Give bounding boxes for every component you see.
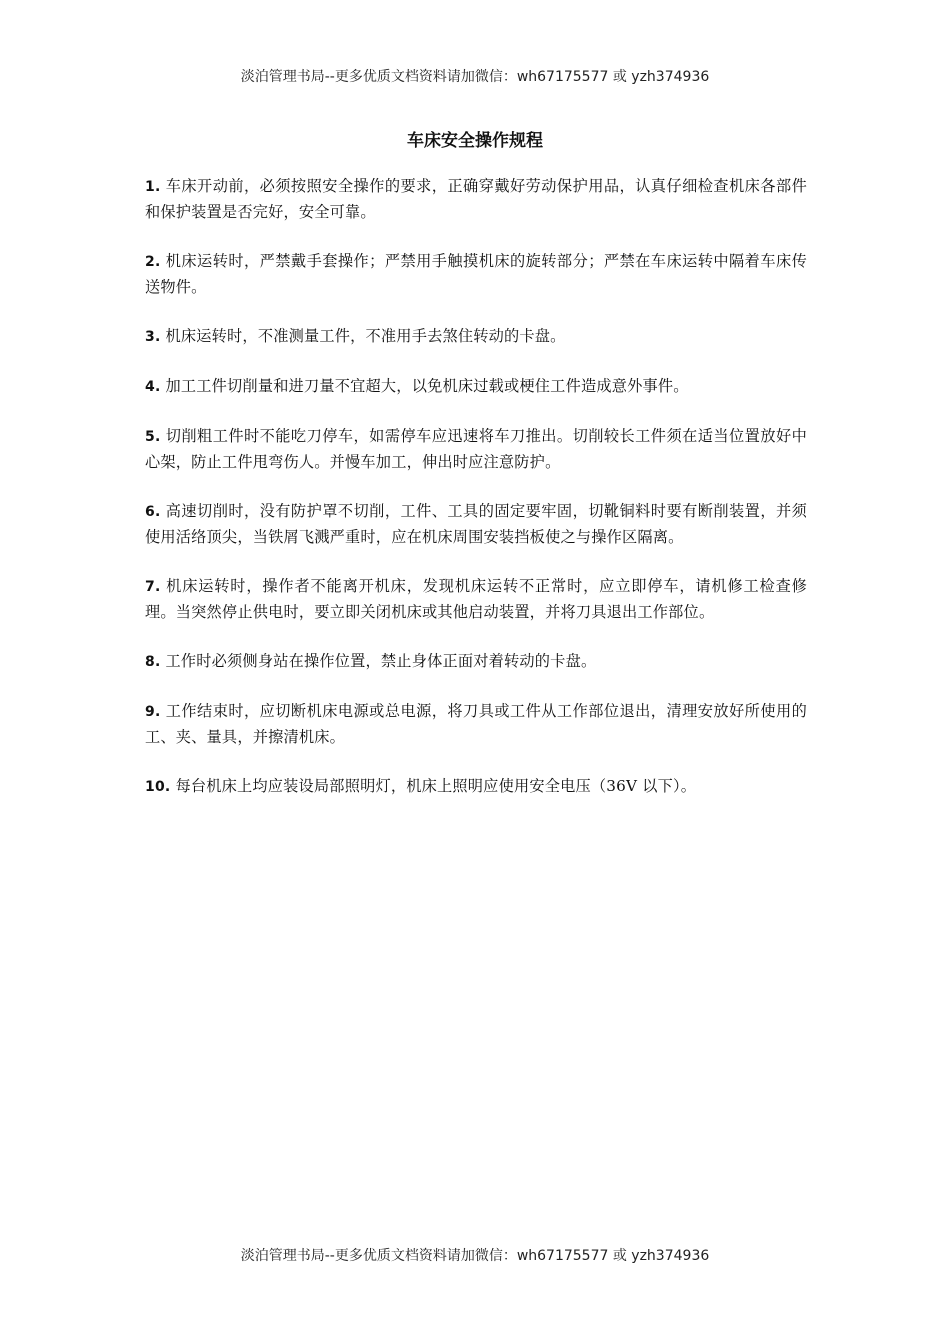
- rule-text: 高速切削时，没有防护罩不切削，工件、工具的固定要牢固，切靴铜料时要有断削装置，并须使用活络顶尖，当铁屑飞溅严重时，应在机床周围安装挡板使之与操作区隔离。: [145, 502, 808, 546]
- page-header: 淡泊管理书局--更多优质文档资料请加微信：wh67175577 或 yzh374936: [240, 69, 710, 85]
- rule-item: [145, 249, 807, 300]
- rule-number: 9.: [145, 704, 161, 720]
- rule-number: 6.: [145, 504, 161, 520]
- rule-item: [145, 699, 807, 750]
- rule-text: 工作结束时，应切断机床电源或总电源，将刀具或工件从工作部位退出，清理安放好所使用的工、夹、量具，并擦清机床。: [145, 702, 808, 746]
- page-footer: 淡泊管理书局--更多优质文档资料请加微信：wh67175577 或 yzh374936: [240, 1248, 710, 1264]
- rule-text: 每台机床上均应装设局部照明灯，机床上照明应使用安全电压（36V 以下）。: [175, 777, 697, 795]
- rule-item: [145, 574, 807, 625]
- rule-number: 1.: [145, 179, 161, 195]
- rule-number: 2.: [145, 254, 161, 270]
- rule-text: 车床开动前，必须按照安全操作的要求，正确穿戴好劳动保护用品，认真仔细检查机床各部件和保护装置是否完好，安全可靠。: [145, 177, 808, 221]
- rule-number: 3.: [145, 329, 161, 345]
- rule-text: 机床运转时，不准测量工件，不准用手去煞住转动的卡盘。: [165, 327, 566, 345]
- rule-text: 工作时必须侧身站在操作位置，禁止身体正面对着转动的卡盘。: [165, 652, 597, 670]
- rule-item: [145, 324, 807, 350]
- rule-item: [145, 774, 807, 800]
- rule-text: 加工工件切削量和进刀量不宜超大，以免机床过载或梗住工件造成意外事件。: [165, 377, 689, 395]
- rule-item: [145, 424, 807, 475]
- rule-item: [145, 174, 807, 225]
- rule-number: 10.: [145, 779, 171, 795]
- rule-text: 机床运转时，操作者不能离开机床，发现机床运转不正常时，应立即停车，请机修工检查修理。当突然停止供电时，要立即关闭机床或其他启动装置，并将刀具退出工作部位。: [145, 577, 808, 621]
- rule-text: 切削粗工件时不能吃刀停车，如需停车应迅速将车刀推出。切削较长工件须在适当位置放好中心架，防止工件甩弯伤人。并慢车加工，伸出时应注意防护。: [145, 427, 808, 471]
- rule-item: [145, 374, 807, 400]
- rule-number: 5.: [145, 429, 161, 445]
- rule-number: 7.: [145, 579, 161, 595]
- rule-item: [145, 499, 807, 550]
- document-title: 车床安全操作规程: [407, 131, 543, 151]
- rule-text: 机床运转时，严禁戴手套操作；严禁用手触摸机床的旋转部分；严禁在车床运转中隔着车床传送物件。: [145, 252, 808, 296]
- rule-number: 8.: [145, 654, 161, 670]
- rule-number: 4.: [145, 379, 161, 395]
- rule-item: [145, 649, 807, 675]
- rules-list: [145, 174, 807, 824]
